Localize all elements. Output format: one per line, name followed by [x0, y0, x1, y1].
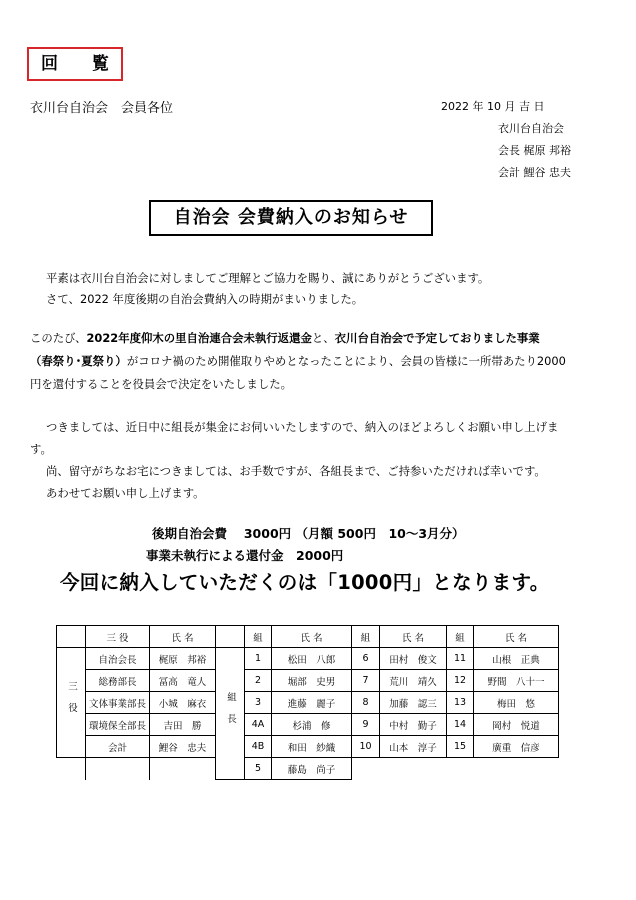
officer-name: 梶原 邦裕: [150, 648, 216, 670]
table-row: [57, 692, 559, 714]
sender-org: 衣川台自治会: [498, 122, 564, 135]
leader-name: 山根 正典: [474, 648, 559, 670]
group-number: 10: [352, 736, 380, 758]
group-number: 14: [447, 714, 474, 736]
circular-label: 回 覧: [27, 47, 123, 81]
body-greeting: 平素は衣川台自治会に対しましてご理解とご協力を賜り、誠にありがとうございます。: [46, 271, 490, 285]
para2-bold2: 衣川台自治会で予定しておりました事業: [334, 331, 540, 345]
sender-treasurer: 会計 鯉谷 忠夫: [498, 166, 571, 179]
group-number: 4B: [245, 736, 272, 758]
header-group-1: 組: [245, 626, 272, 648]
officer-role: 自治会長: [86, 648, 150, 670]
leader-name: 廣重 信彦: [474, 736, 559, 758]
group-number: 1: [245, 648, 272, 670]
header-leader-name-2: 氏 名: [380, 626, 447, 648]
header-blank: [57, 626, 86, 648]
table-row: [57, 736, 559, 758]
officer-role: 環境保全部長: [86, 714, 150, 736]
leader-name: 梅田 悠: [474, 692, 559, 714]
leader-name: 岡村 悦道: [474, 714, 559, 736]
leader-name: 堀部 史男: [272, 670, 352, 692]
para2-bold3: （春祭り･夏祭り）: [30, 354, 127, 368]
empty-cell: [352, 758, 380, 780]
body-season: さて、2022 年度後期の自治会費納入の時期がまいりました。: [46, 292, 364, 306]
group-number: 7: [352, 670, 380, 692]
para2-prefix: このたび、: [30, 331, 87, 345]
headline-amount: 今回に納入していただくのは「1000円」となります。: [60, 571, 550, 594]
header-leader-name-3: 氏 名: [474, 626, 559, 648]
roster-header-row: [57, 626, 559, 648]
body-para3-line2: す。: [30, 442, 52, 456]
leader-name: 荒川 靖久: [380, 670, 447, 692]
header-group-2: 組: [352, 626, 380, 648]
group-number: 12: [447, 670, 474, 692]
group-number: 13: [447, 692, 474, 714]
group-number: 15: [447, 736, 474, 758]
header-blank-2: [216, 626, 245, 648]
body-para3-line1: つきましては、近日中に組長が集金にお伺いいたしますので、納入のほどよろしくお願い申し上げま: [46, 420, 559, 434]
body-para5: あわせてお願い申し上げます。: [46, 486, 205, 500]
officer-name: 冨高 竜人: [150, 670, 216, 692]
leader-name: 松田 八郎: [272, 648, 352, 670]
leader-name: 中村 勤子: [380, 714, 447, 736]
group-number: 11: [447, 648, 474, 670]
officer-name: 吉田 勝: [150, 714, 216, 736]
empty-cell: [474, 758, 559, 780]
body-para2-line2: [30, 353, 566, 369]
table-row: [57, 758, 559, 780]
officers-group-label: 三役: [57, 648, 86, 758]
leader-name: 加藤 認三: [380, 692, 447, 714]
leader-name: 進藤 麗子: [272, 692, 352, 714]
fee-line-1: 後期自治会費 3000円 （月額 500円 10～3月分）: [152, 526, 465, 541]
empty-cell: [150, 758, 216, 780]
body-para4: 尚、留守がちなお宅につきましては、お手数ですが、各組長まで、ご持参いただければ幸いです。: [46, 464, 546, 478]
body-para2-line1: [30, 330, 540, 346]
empty-cell: [447, 758, 474, 780]
officer-role: 会計: [86, 736, 150, 758]
group-number: 2: [245, 670, 272, 692]
body-para2-line3: 円を還付することを役員会で決定をいたしました。: [30, 377, 292, 391]
group-number: 4A: [245, 714, 272, 736]
group-number: 6: [352, 648, 380, 670]
para2-rest: がコロナ禍のため開催取りやめとなったことにより、会員の皆様に一所帯あたり2000: [126, 354, 566, 368]
table-row: [57, 670, 559, 692]
fee-line-2: 事業未執行による還付金 2000円: [146, 548, 344, 563]
officer-role: 文体事業部長: [86, 692, 150, 714]
empty-cell: [380, 758, 447, 780]
leader-name: 和田 紗織: [272, 736, 352, 758]
leaders-group-label: 組長: [216, 648, 245, 780]
sender-president: 会長 梶原 邦裕: [498, 144, 571, 157]
officer-name: 小城 麻衣: [150, 692, 216, 714]
leader-name: 山本 淳子: [380, 736, 447, 758]
leader-name: 杉浦 修: [272, 714, 352, 736]
table-row: [57, 648, 559, 670]
header-group-3: 組: [447, 626, 474, 648]
group-number: 5: [245, 758, 272, 780]
group-number: 3: [245, 692, 272, 714]
table-row: [57, 714, 559, 736]
issue-date: 2022 年 10 月 吉 日: [441, 100, 545, 113]
group-number: 8: [352, 692, 380, 714]
roster-table: [56, 625, 559, 780]
header-officer-name: 氏 名: [150, 626, 216, 648]
header-role: 三 役: [86, 626, 150, 648]
empty-cell: [86, 758, 150, 780]
notice-title: 自治会 会費納入のお知らせ: [149, 200, 433, 236]
leader-name: 田村 俊文: [380, 648, 447, 670]
officer-role: 総務部長: [86, 670, 150, 692]
para2-mid: と、: [311, 331, 335, 345]
officer-name: 鯉谷 忠夫: [150, 736, 216, 758]
leader-name: 藤島 尚子: [272, 758, 352, 780]
leader-name: 野間 八十一: [474, 670, 559, 692]
para2-bold1: 2022年度仰木の里自治連合会未執行返還金: [86, 331, 312, 345]
addressee: 衣川台自治会 会員各位: [30, 101, 174, 116]
header-leader-name-1: 氏 名: [272, 626, 352, 648]
empty-cell: [57, 758, 86, 780]
group-number: 9: [352, 714, 380, 736]
